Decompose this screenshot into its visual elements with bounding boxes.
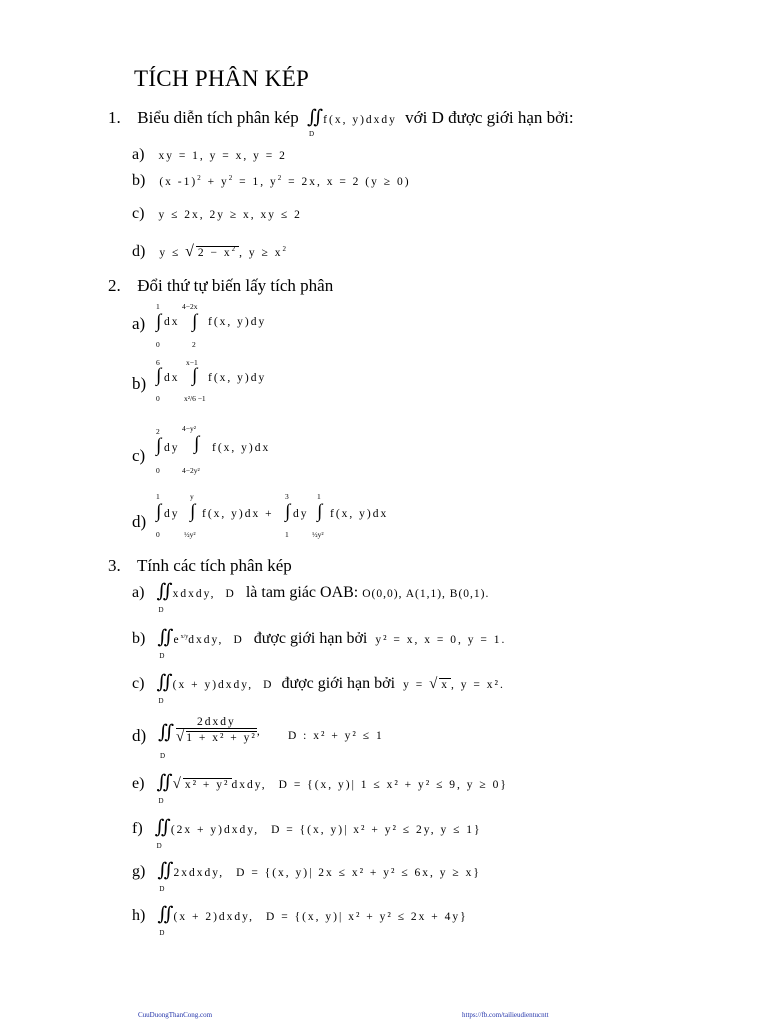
section-heading-text: Biểu diễn tích phân kép xyxy=(137,108,299,127)
section-number: 1. xyxy=(108,108,121,127)
list-item xyxy=(132,672,505,705)
section-1-heading xyxy=(108,107,574,138)
list-item xyxy=(132,904,468,937)
list-item xyxy=(132,243,288,261)
region-label: D xyxy=(160,752,166,760)
outer-upper-limit: 6 xyxy=(156,358,160,367)
outer-differential: dy xyxy=(164,508,180,520)
footer-left-link[interactable]: CuuDuongThanCong.com xyxy=(138,1011,213,1019)
region-condition: D = {(x, y)| 2x ≤ x² + y² ≤ 6x, y ≥ x} xyxy=(236,867,481,879)
double-integral: ∬ xyxy=(158,722,175,743)
section-heading-text: Đổi thứ tự biến lấy tích phân xyxy=(137,276,334,295)
integral-sign: ∫ xyxy=(285,501,291,522)
list-item xyxy=(132,772,508,805)
list-item xyxy=(132,205,302,223)
double-integral: ∬ D xyxy=(156,772,173,805)
list-item xyxy=(132,716,532,764)
outer-lower-limit: 0 xyxy=(156,340,160,349)
item-label: b) xyxy=(132,374,147,393)
item-label: a) xyxy=(132,314,146,333)
region-symbol: D xyxy=(233,634,244,646)
integrand: 2xdxdy, xyxy=(173,867,225,879)
integrand: xdxdy, xyxy=(172,588,216,600)
region-condition: D : x² + y² ≤ 1 xyxy=(288,730,384,742)
integral-sign: ∫ xyxy=(156,311,162,332)
outer-differential: dy xyxy=(293,508,309,520)
outer-lower-limit: 0 xyxy=(156,466,160,475)
list-item xyxy=(132,356,432,406)
integral-sign: ∫ xyxy=(194,433,200,454)
list-item xyxy=(132,490,452,540)
inner-lower-limit: 2 xyxy=(192,340,196,349)
integrand: (x + y)dxdy, xyxy=(172,679,254,691)
outer-lower-limit: 0 xyxy=(156,530,160,539)
integrand: f(x, y)dy xyxy=(208,316,267,328)
item-label: a) xyxy=(132,146,145,163)
condition-math: y = √ x , y = x². xyxy=(403,676,505,692)
outer-upper-limit: 1 xyxy=(156,492,160,501)
integrand: (x + 2)dxdy, xyxy=(173,911,255,923)
fraction-numerator: 2dxdy xyxy=(176,716,257,729)
condition-math: O(0,0), A(1,1), B(0,1). xyxy=(362,588,490,600)
outer-differential: dx xyxy=(164,316,180,328)
double-integral: ∬ D xyxy=(157,860,174,893)
integrand: f(x, y)dy xyxy=(208,372,267,384)
integrand: √ x² + y² dxdy, xyxy=(172,776,267,792)
fraction: $\frac{\text{2dxdy}}{\text{√1 + x² + y²}}$ , xyxy=(176,716,262,745)
inner-upper-limit: 4−2x xyxy=(182,302,198,311)
math-expression: (x $-1)^2 + y^2 = 1$, $y^2 = 2x$, x = 2 (y ≥ 0) xyxy=(159,174,411,188)
outer-differential: dx xyxy=(164,372,180,384)
footer-right-link[interactable]: https://fb.com/tailieudientucntt xyxy=(462,1011,549,1019)
double-integral: ∬ D xyxy=(157,627,174,660)
integrand: f(x, y)dx + xyxy=(202,508,274,520)
outer-upper-limit: 2 xyxy=(156,427,160,436)
item-label: g) xyxy=(132,863,146,880)
list-item xyxy=(132,627,507,660)
integral-sign: ∫ xyxy=(190,501,196,522)
section-number: 2. xyxy=(108,276,121,295)
inner-lower-limit: 4−2y² xyxy=(182,466,200,475)
integrand: (2x + y)dxdy, xyxy=(170,824,260,836)
math-expression: y ≤ 2x, 2y ≥ x, xy ≤ 2 xyxy=(158,209,302,221)
list-item xyxy=(132,817,482,850)
section-heading-tail: với D được giới hạn bởi: xyxy=(405,108,574,127)
math-expression: xy = 1, y = x, y = 2 xyxy=(158,150,287,162)
section-number: 3. xyxy=(108,556,121,575)
item-label: d) xyxy=(132,243,146,260)
outer-upper-limit: 1 xyxy=(156,302,160,311)
double-integral: ∬ D xyxy=(157,904,174,937)
item-label: a) xyxy=(132,584,145,601)
inner-lower-limit: ½y² xyxy=(312,530,324,539)
inner-lower-limit: ½y² xyxy=(184,530,196,539)
item-label: d) xyxy=(132,726,147,745)
condition-math: y² = x, x = 0, y = 1. xyxy=(375,634,507,646)
integrand: f(x, y)dx xyxy=(330,508,389,520)
condition-text: được giới hạn bởi xyxy=(281,675,396,692)
double-integral: ∬ D xyxy=(156,672,173,705)
section-3-heading xyxy=(108,556,292,576)
double-integral: ∬ D xyxy=(156,581,173,614)
inner-upper-limit: 4−y² xyxy=(182,424,196,433)
item-label: b) xyxy=(132,172,146,189)
integrand: $e^{x/y}dxdy$, xyxy=(173,634,224,646)
condition-text: được giới hạn bởi xyxy=(253,630,368,647)
inner-upper-limit: y xyxy=(190,492,194,501)
inner-lower-limit: x²/6 −1 xyxy=(184,394,206,403)
integral-sign: ∫ xyxy=(317,501,323,522)
integral-sign: ∫ xyxy=(156,501,162,522)
item-label: c) xyxy=(132,205,145,222)
math-expression: y ≤ √ $2 - x^2$ , $y \ge x^2$ xyxy=(159,243,288,260)
section-heading-text: Tính các tích phân kép xyxy=(136,556,292,575)
item-label: b) xyxy=(132,630,146,647)
page-title: TÍCH PHÂN KÉP xyxy=(134,66,310,91)
region-label: D xyxy=(308,130,315,138)
inner-upper-limit: x−1 xyxy=(186,358,198,367)
double-integral: ∬ D xyxy=(154,817,171,850)
list-item xyxy=(132,424,432,474)
outer-lower-limit: 1 xyxy=(285,530,289,539)
fraction-denominator: √1 + x² + y² xyxy=(176,729,257,745)
item-label: d) xyxy=(132,512,147,531)
double-integral: ∬ D xyxy=(306,107,324,138)
list-item xyxy=(132,146,287,164)
region-symbol: D xyxy=(225,588,236,600)
list-item xyxy=(132,860,481,893)
region-condition: D = {(x, y)| 1 ≤ x² + y² ≤ 9, y ≥ 0} xyxy=(278,779,508,791)
outer-upper-limit: 3 xyxy=(285,492,289,501)
item-label: e) xyxy=(132,775,145,792)
list-item xyxy=(132,172,411,190)
region-condition: D = {(x, y)| x² + y² ≤ 2x + 4y} xyxy=(266,911,468,923)
integrand: f(x, y)dxdy xyxy=(323,114,397,126)
section-2-heading xyxy=(108,276,333,296)
outer-differential: dy xyxy=(164,442,180,454)
integrand: f(x, y)dx xyxy=(212,442,271,454)
integral-sign: ∫ xyxy=(192,311,198,332)
outer-lower-limit: 0 xyxy=(156,394,160,403)
condition-text: là tam giác OAB: xyxy=(245,584,359,601)
region-condition: D = {(x, y)| x² + y² ≤ 2y, y ≤ 1} xyxy=(271,824,482,836)
item-label: h) xyxy=(132,907,146,924)
list-item xyxy=(132,581,490,614)
item-label: c) xyxy=(132,675,145,692)
region-symbol: D xyxy=(263,679,274,691)
integral-sign: ∫ xyxy=(192,365,198,386)
item-label: f) xyxy=(132,820,143,837)
list-item xyxy=(132,300,432,350)
inner-upper-limit: 1 xyxy=(317,492,321,501)
integral-sign: ∫ xyxy=(156,435,162,456)
item-label: c) xyxy=(132,446,146,465)
integral-sign: ∫ xyxy=(156,365,162,386)
